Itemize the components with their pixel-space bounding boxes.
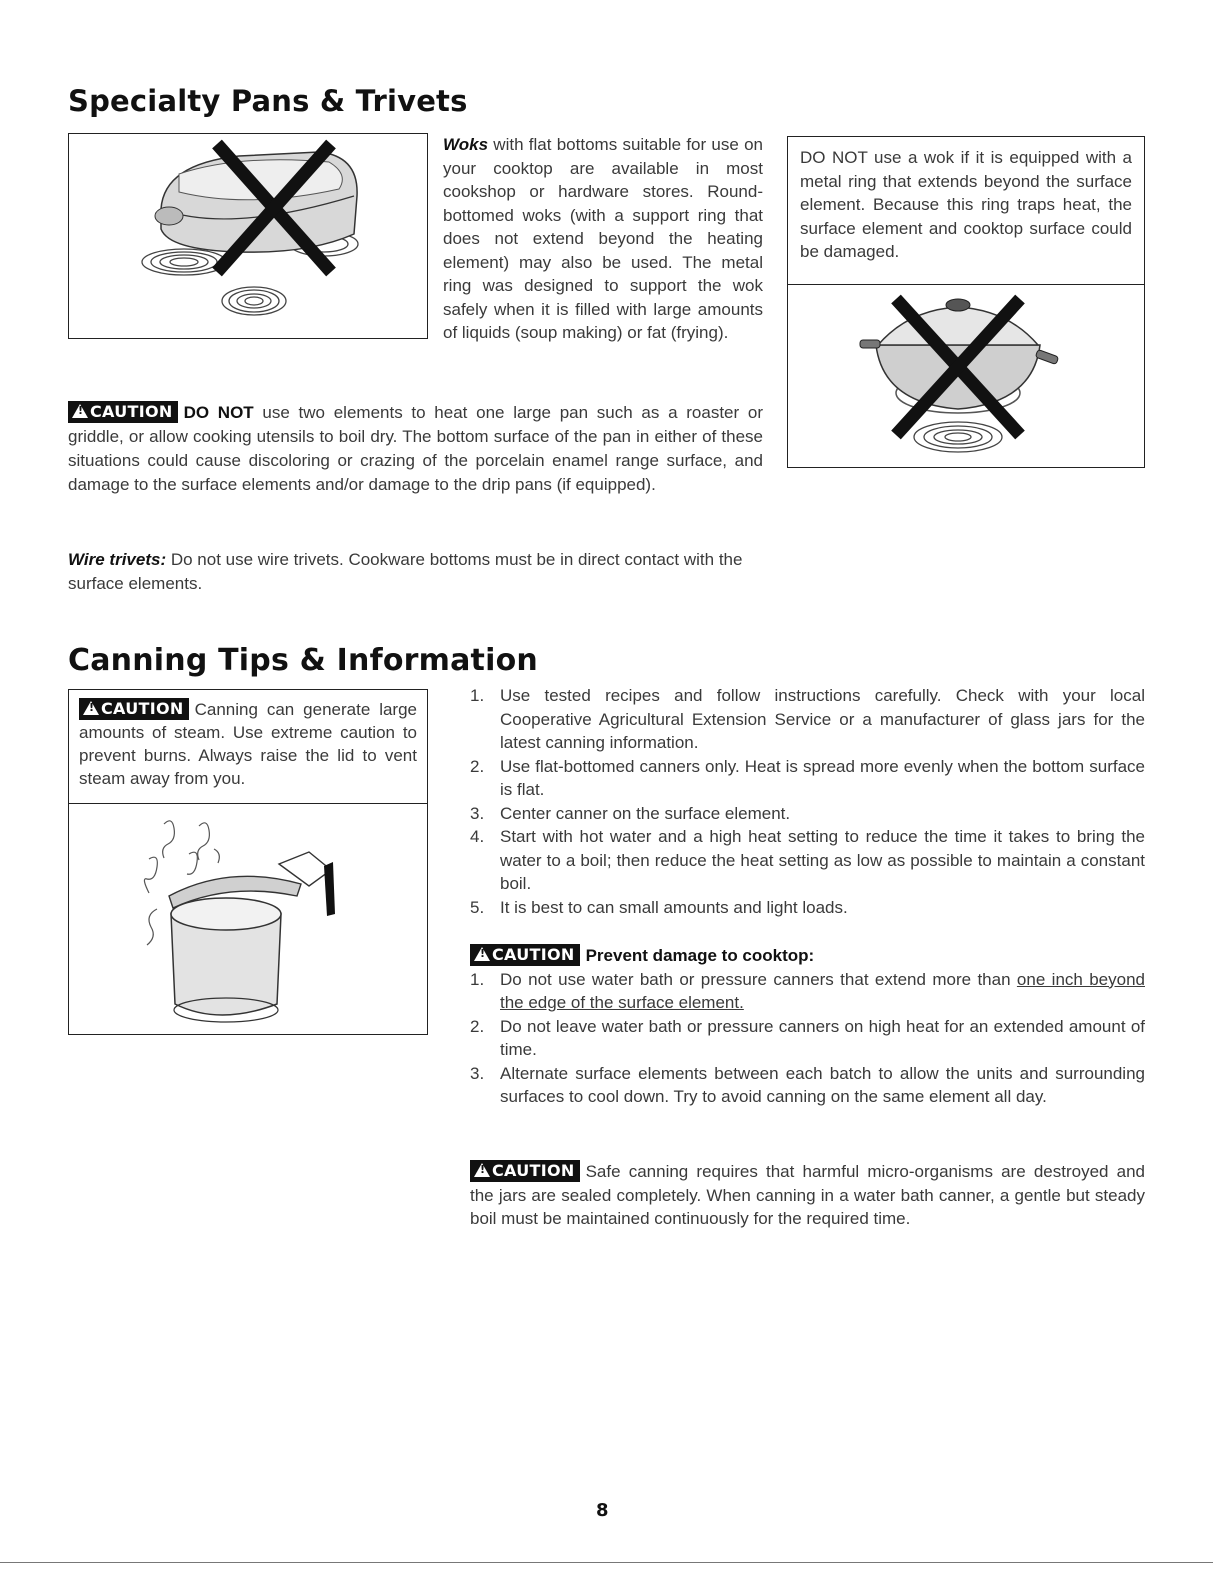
- list-item-number: 1.: [470, 686, 485, 705]
- list-item-text: It is best to can small amounts and light loads.: [500, 897, 848, 917]
- list-item-text: Start with hot water and a high heat setting to reduce the time it takes to bring the water to a boil; then reduce the heat setting as low as possible to maintain a constant boil.: [500, 827, 1145, 893]
- list-item-number: 3.: [470, 1063, 485, 1083]
- list-item-text: Do not use water bath or pressure canners that extend more than: [500, 969, 1017, 989]
- woks-lead: Woks: [443, 135, 489, 154]
- safe-canning-caution-paragraph: [470, 1160, 1145, 1231]
- list-item: [470, 802, 1145, 826]
- wire-trivets-paragraph: [68, 548, 768, 595]
- warning-triangle-icon: [474, 947, 490, 961]
- list-item-number: 2.: [470, 1016, 485, 1036]
- list-item: [470, 1015, 1145, 1062]
- warning-triangle-icon: [474, 1163, 490, 1177]
- list-item: [470, 968, 1145, 1015]
- list-item: [470, 1062, 1145, 1109]
- warning-triangle-icon: [72, 404, 88, 418]
- list-item-text: Alternate surface elements between each batch to allow the units and surrounding surfaces to cool down. Try to avoid canning on the same element all day.: [500, 1063, 1145, 1106]
- list-item: [470, 755, 1145, 802]
- caution-badge: [470, 1160, 580, 1182]
- wok-warning-text: DO NOT use a wok if it is equipped with a metal ring that extends beyond the surface element. Because this ring traps heat, the surface element and cooktop surface could be damaged.: [788, 137, 1144, 285]
- list-item: [470, 896, 1145, 920]
- list-item-number: 1.: [470, 969, 485, 989]
- caution1-text: use two elements to heat one large pan such as a roaster or griddle, or allow cooking utensils to boil dry. The bottom surface of the pan in either of these situations could cause discoloring or crazing of the porcelain enamel range surface, and damage to the surface elements and/or damage to the drip pans (if equipped).: [68, 403, 763, 494]
- trivets-text: Do not use wire trivets. Cookware bottoms must be in direct contact with the surface elements.: [68, 550, 743, 593]
- prevent-damage-block: [470, 944, 1145, 1109]
- roaster-illustration-box: [68, 133, 428, 339]
- section-title-canning-tips: Canning Tips & Information: [68, 643, 538, 678]
- canning-caution-body: Canning can generate large amounts of steam. Use extreme caution to prevent burns. Always raise the lid to vent steam away from you.: [79, 700, 417, 788]
- list-item-number: 2.: [470, 756, 485, 776]
- trivets-lead: Wire trivets:: [68, 550, 167, 569]
- list-item-underlined-text: one inch beyond the edge of the surface element.: [500, 969, 1145, 1012]
- wok-warning-box: [787, 136, 1145, 468]
- caution-badge: [79, 698, 189, 720]
- canning-tips-list: [470, 684, 1145, 919]
- caution-two-elements-paragraph: [68, 401, 763, 497]
- caution1-lead: DO NOT: [183, 403, 254, 422]
- list-item-text: Use tested recipes and follow instructions carefully. Check with your local Cooperative Agricultural Extension Service or a manufacturer of glass jars for the latest canning information.: [500, 686, 1145, 752]
- page-number: 8: [596, 1500, 609, 1521]
- list-item-number: 3.: [470, 803, 485, 823]
- safe-canning-text: Safe canning requires that harmful micro-organisms are destroyed and the jars are sealed completely. When canning in a water bath canner, a gentle but steady boil must be maintained continuously for the required time.: [470, 1162, 1145, 1228]
- section-title-specialty-pans: Specialty Pans & Trivets: [68, 84, 468, 118]
- list-item-text: Do not leave water bath or pressure canners on high heat for an extended amount of time.: [500, 1016, 1145, 1059]
- wok-with-ring-illustration: [788, 285, 1143, 465]
- canner-steam-illustration: [69, 804, 426, 1032]
- prevent-damage-list: [470, 968, 1145, 1109]
- prevent-damage-heading: [470, 944, 1145, 968]
- caution-badge-label: CAUTION: [90, 402, 173, 421]
- caution-badge-label: CAUTION: [492, 1161, 575, 1180]
- caution-badge-label: CAUTION: [492, 945, 575, 964]
- canning-caution-box: [68, 689, 428, 1035]
- page-bottom-rule: [0, 1562, 1213, 1563]
- list-item-number: 5.: [470, 897, 485, 917]
- list-item: [470, 825, 1145, 896]
- roaster-on-elements-illustration: [69, 134, 426, 337]
- canning-caution-text: [69, 690, 427, 804]
- list-item-text: Use flat-bottomed canners only. Heat is spread more evenly when the bottom surface is flat.: [500, 756, 1145, 799]
- woks-text: with flat bottoms suitable for use on your cooktop are available in most cookshop or hardware stores. Round-bottomed woks (with a support ring that does not extend beyond the heating element) may also be used. The metal ring was designed to support the wok safely when it is filled with large amounts of liquids (soup making) or fat (frying).: [443, 135, 763, 342]
- caution-badge: [68, 401, 178, 423]
- prevent-damage-title: Prevent damage to cooktop:: [585, 946, 815, 965]
- warning-triangle-icon: [83, 701, 99, 715]
- list-item-number: 4.: [470, 827, 485, 846]
- list-item-text: Center canner on the surface element.: [500, 803, 791, 823]
- woks-paragraph: [443, 133, 763, 345]
- list-item: [470, 684, 1145, 755]
- caution-badge: [470, 944, 580, 966]
- caution-badge-label: CAUTION: [101, 699, 184, 718]
